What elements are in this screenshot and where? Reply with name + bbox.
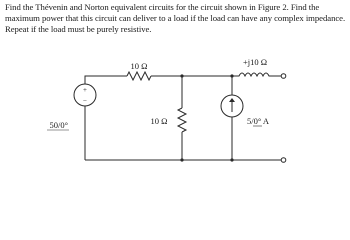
shunt-resistor-label: 10 Ω (150, 116, 168, 126)
voltage-source-label: 50/0° (49, 120, 68, 130)
problem-line-2: maximum power that this circuit can deliver to a load if the load can have any complex impedance. (5, 13, 346, 24)
problem-line-3: Repeat if the load must be purely resistive. (5, 24, 152, 35)
series-resistor (127, 72, 151, 80)
output-terminal-bottom (281, 158, 286, 163)
inductor-label: +j10 Ω (242, 57, 268, 67)
vs-plus-sign: + (83, 86, 87, 94)
problem-line-1: Find the Thévenin and Norton equivalent circuits for the circuit shown in Figure 2. Find the (5, 2, 320, 12)
vs-minus-sign: − (83, 97, 87, 105)
inductor-coil (232, 73, 278, 76)
top-wire-left (85, 76, 127, 84)
shunt-resistor (178, 108, 186, 132)
current-source-label: 5/0° A (247, 116, 270, 126)
series-resistor-label: 10 Ω (130, 61, 148, 71)
output-terminal-top (281, 74, 286, 79)
